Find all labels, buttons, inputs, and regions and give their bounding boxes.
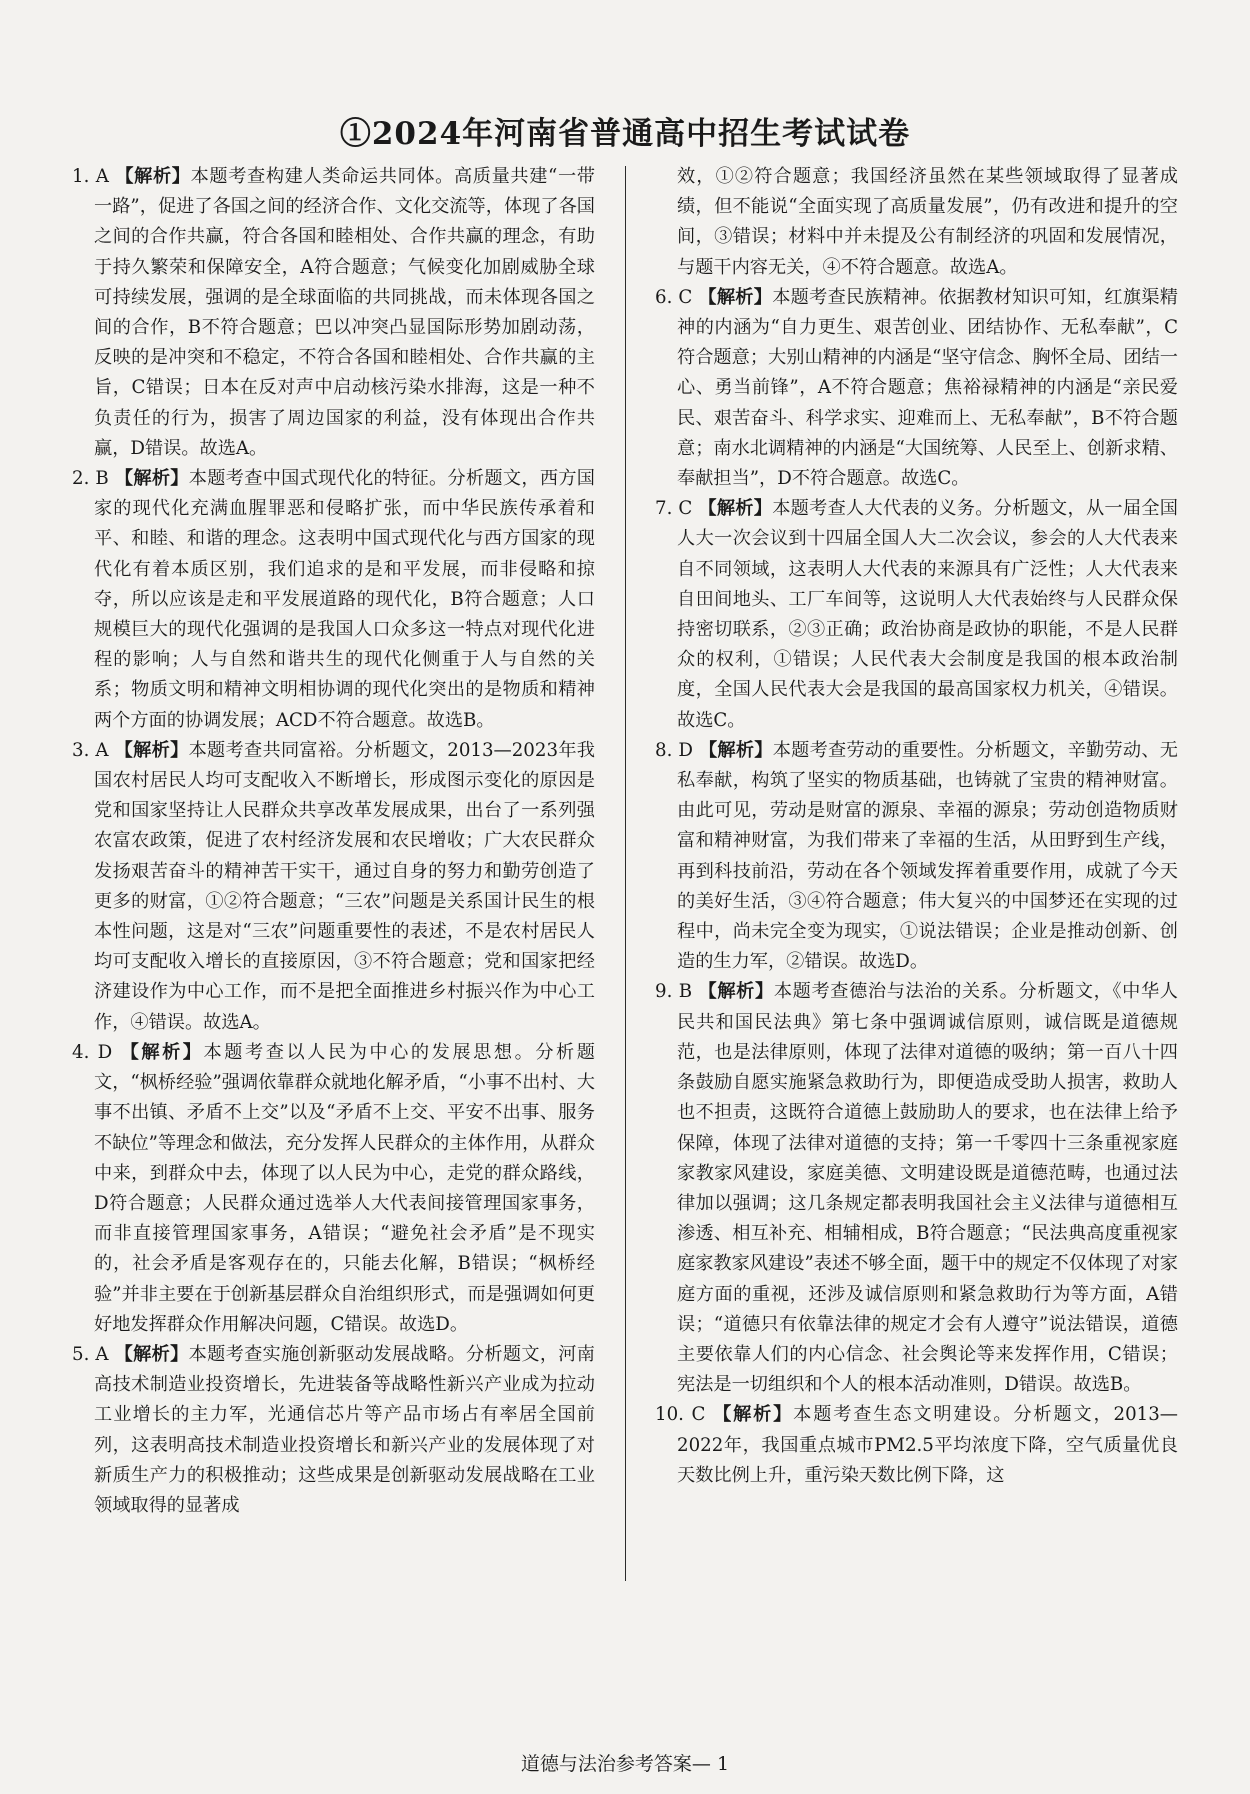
left-column [72, 162, 595, 1702]
answer-item [655, 494, 1178, 736]
answer-item [72, 162, 595, 464]
right-column [655, 162, 1178, 1702]
answer-item [655, 977, 1178, 1400]
analysis-text: 本题考查劳动的重要性。分析题文，辛勤劳动、无私奉献，构筑了坚实的物质基础，也铸就了宝贵的精神财富。由此可见，劳动是财富的源泉、幸福的源泉；劳动创造物质财富和精神财富，为我们带来了幸福的生活，从田野到生产线，再到科技前沿，劳动在各个领域发挥着重要作用，成就了今天的美好生活，③④符合题意；伟大复兴的中国梦还在实现的过程中，尚未完全变为现实，①说法错误；企业是推动创新、创造的生力军，②错误。故选D。 [677, 739, 1178, 973]
answer-item [655, 162, 1178, 283]
analysis-tag: 【解析】 [115, 166, 191, 187]
question-number: 3. A [72, 739, 115, 761]
analysis-text: 本题考查生态文明建设。分析题文，2013—2022年，我国重点城市PM2.5平均浓度下降，空气质量优良天数比例上升，重污染天数比例下降，这 [677, 1404, 1178, 1486]
analysis-text: 本题考查中国式现代化的特征。分析题文，西方国家的现代化充满血腥罪恶和侵略扩张，而中华民族传承着和平、和睦、和谐的理念。这表明中国式现代化与西方国家的现代化有着本质区别，我们追求的是和平发展，而非侵略和掠夺，所以应该是走和平发展道路的现代化，B符合题意；人口规模巨大的现代化强调的是我国人口众多这一特点对现代化进程的影响；人与自然和谐共生的现代化侧重于人与自然的关系；物质文明和精神文明相协调的现代化突出的是物质和精神两个方面的协调发展；ACD不符合题意。故选B。 [94, 468, 595, 731]
answer-item [655, 736, 1178, 978]
question-number: 9. B [655, 981, 699, 1003]
analysis-tag: 【解析】 [698, 981, 774, 1003]
analysis-tag: 【解析】 [699, 739, 773, 761]
question-number: 2. B [72, 468, 115, 490]
column-divider [625, 166, 626, 1581]
question-number: 1. A [72, 166, 116, 187]
analysis-tag: 【解析】 [713, 1404, 794, 1426]
answer-item [655, 283, 1178, 494]
analysis-text: 本题考查共同富裕。分析题文，2013—2023年我国农村居民人均可支配收入不断增长，形成图示变化的原因是党和国家坚持让人民群众共享改革发展成果，出台了一系列强农富农政策，促进了农村经济发展和农民增收；广大农民群众发扬艰苦奋斗的精神苦干实干，通过自身的努力和勤劳创造了更多的财富，①②符合题意；“三农”问题是关系国计民生的根本性问题，这是对“三农”问题重要性的表述，不是农村居民人均可支配收入增长的直接原因，③不符合题意；党和国家把经济建设作为中心工作，而不是把全面推进乡村振兴作为中心工作，④错误。故选A。 [94, 739, 595, 1033]
analysis-text: 效，①②符合题意；我国经济虽然在某些领域取得了显著成绩，但不能说“全面实现了高质量发展”，仍有改进和提升的空间，③错误；材料中并未提及公有制经济的巩固和发展情况，与题干内容无关，④不符合题意。故选A。 [677, 166, 1178, 278]
page-footer: 道德与法治参考答案— 1 [520, 1753, 730, 1775]
question-number: 8. D [655, 739, 699, 761]
analysis-tag: 【解析】 [114, 468, 189, 490]
question-number: 10. C [655, 1404, 714, 1426]
question-number: 5. A [72, 1343, 115, 1365]
analysis-text: 本题考查人大代表的义务。分析题文，从一届全国人大一次会议到十四届全国人大二次会议，参会的人大代表来自不同领域，这表明人大代表的来源具有广泛性；人大代表来自田间地头、工厂车间等，这说明人大代表始终与人民群众保持密切联系，②③正确；政治协商是政协的职能，不是人民群众的权利，①错误；人民代表大会制度是我国的根本政治制度，全国人民代表大会是我国的最高国家权力机关，④错误。故选C。 [677, 498, 1178, 731]
analysis-text: 本题考查德治与法治的关系。分析题文，《中华人民共和国民法典》第七条中强调诚信原则，诚信既是道德规范，也是法律原则，体现了法律对道德的吸纳；第一百八十四条鼓励自愿实施紧急救助行为，即便造成受助人损害，救助人也不担责，这既符合道德上鼓励助人的要求，也在法律上给予保障，体现了法律对道德的支持；第一千零四十三条重视家庭家教家风建设，家庭美德、文明建设既是道德范畴，也通过法律加以强调；这几条规定都表明我国社会主义法律与道德相互渗透、相互补充、相辅相成，B符合题意；“民法典高度重视家庭家教家风建设”表述不够全面，题干中的规定不仅体现了对家庭方面的重视，还涉及诚信原则和紧急救助行为等方面，A错误；“道德只有依靠法律的规定才会有人遵守”说法错误，道德主要依靠人们的内心信念、社会舆论等来发挥作用，C错误；宪法是一切组织和个人的根本活动准则，D错误。故选B。 [677, 981, 1178, 1396]
question-number: 6. C [655, 286, 699, 308]
analysis-text: 本题考查以人民为中心的发展思想。分析题文，“枫桥经验”强调依靠群众就地化解矛盾，“小事不出村、大事不出镇、矛盾不上交”以及“矛盾不上交、平安不出事、服务不缺位”等理念和做法，充分发挥人民群众的主体作用，从群众中来，到群众中去，体现了以人民为中心，走党的群众路线，D符合题意；人民群众通过选举人大代表间接管理国家事务，而非直接管理国家事务，A错误；“避免社会矛盾”是不现实的，社会矛盾是客观存在的，只能去化解，B错误；“枫桥经验”并非主要在于创新基层群众自治组织形式，而是强调如何更好地发挥群众作用解决问题，C错误。故选D。 [94, 1041, 595, 1335]
question-number: 4. D [72, 1041, 121, 1063]
answer-columns [72, 162, 1178, 1702]
analysis-text: 本题考查民族精神。依据教材知识可知，红旗渠精神的内涵为“自力更生、艰苦创业、团结协作、无私奉献”，C符合题意；大别山精神的内涵是“坚守信念、胸怀全局、团结一心、勇当前锋”，A不符合题意；焦裕禄精神的内涵是“亲民爱民、艰苦奋斗、科学求实、迎难而上、无私奉献”，B不符合题意；南水北调精神的内涵是“大国统筹、人民至上、创新求精、奉献担当”，D不符合题意。故选C。 [677, 286, 1178, 490]
analysis-tag: 【解析】 [114, 1343, 189, 1365]
answer-item [72, 1340, 595, 1521]
analysis-tag: 【解析】 [698, 286, 773, 308]
analysis-tag: 【解析】 [120, 1041, 204, 1063]
answer-item [72, 736, 595, 1038]
question-number: 7. C [655, 498, 699, 520]
analysis-tag: 【解析】 [698, 498, 773, 520]
analysis-text: 本题考查实施创新驱动发展战略。分析题文，河南高技术制造业投资增长，先进装备等战略性新兴产业成为拉动工业增长的主力军，光通信芯片等产品市场占有率居全国前列，这表明高技术制造业投资增长和新兴产业的发展体现了对新质生产力的积极推动；这些成果是创新驱动发展战略在工业领域取得的显著成 [94, 1343, 595, 1516]
answer-item [72, 464, 595, 736]
page-title: ①2024年河南省普通高中招生考试试卷 [339, 116, 911, 152]
analysis-tag: 【解析】 [114, 739, 189, 761]
analysis-text: 本题考查构建人类命运共同体。高质量共建“一带一路”，促进了各国之间的经济合作、文化交流等，体现了各国之间的合作共赢，符合各国和睦相处、合作共赢的理念，有助于持久繁荣和保障安全，A符合题意；气候变化加剧威胁全球可持续发展，强调的是全球面临的共同挑战，而未体现各国之间的合作，B不符合题意；巴以冲突凸显国际形势加剧动荡，反映的是冲突和不稳定，不符合各国和睦相处、合作共赢的主旨，C错误；日本在反对声中启动核污染水排海，这是一种不负责任的行为，损害了周边国家的利益，没有体现出合作共赢，D错误。故选A。 [94, 166, 595, 459]
answer-item [655, 1400, 1178, 1491]
answer-item [72, 1038, 595, 1340]
